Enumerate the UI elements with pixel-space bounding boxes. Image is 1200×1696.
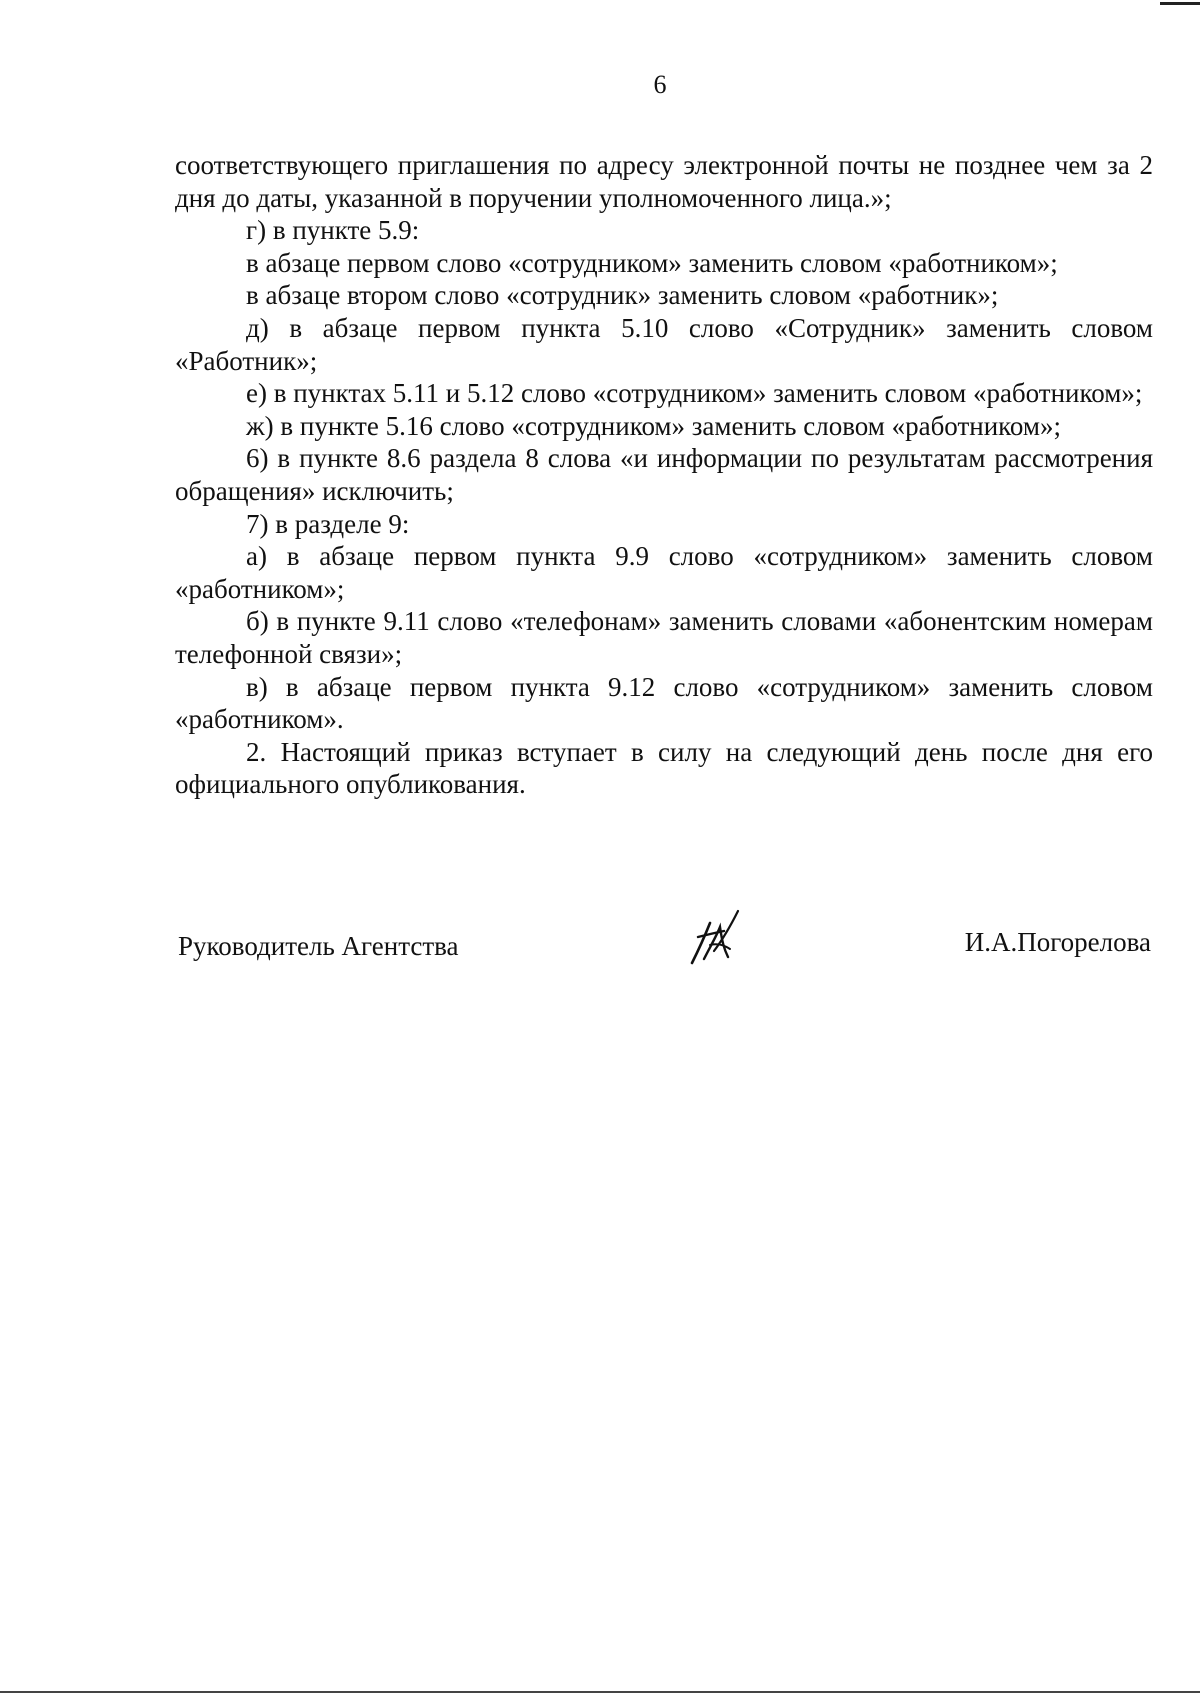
paragraph-continuation: соответствующего приглашения по адресу электронной почты не позднее чем за 2 дня до даты, указанной в поручении уполномоченного лица.»;	[175, 150, 1153, 213]
signature-block	[178, 925, 1151, 1005]
paragraph: 6) в пункте 8.6 раздела 8 слова «и информации по результатам рассмотрения обращения» исключить;	[175, 443, 1153, 506]
paragraph: д) в абзаце первом пункта 5.10 слово «Сотрудник» заменить словом «Работник»;	[175, 312, 1153, 376]
paragraph: ж) в пункте 5.16 слово «сотрудником» заменить словом «работником»;	[246, 410, 1061, 441]
scan-edge-top	[1160, 2, 1200, 5]
paragraph: г) в пункте 5.9:	[246, 215, 420, 246]
paragraph: в абзаце втором слово «сотрудник» заменить словом «работник»;	[246, 280, 999, 311]
signatory-position: Руководитель Агентства	[178, 931, 459, 961]
paragraph: в) в абзаце первом пункта 9.12 слово «сотрудником» заменить словом «работником».	[175, 671, 1153, 735]
document-body	[175, 149, 1153, 801]
paragraph-effective-date: 2. Настоящий приказ вступает в силу на следующий день после дня его официального опубликования.	[175, 736, 1153, 800]
page-number: 6	[653, 70, 667, 99]
paragraph: б) в пункте 9.11 слово «телефонам» заменить словами «абонентским номерам телефонной связи»;	[175, 606, 1153, 669]
paragraph: а) в абзаце первом пункта 9.9 слово «сотрудником» заменить словом «работником»;	[175, 541, 1153, 604]
signatory-name: И.А.Погорелова	[964, 927, 1151, 957]
paragraph: в абзаце первом слово «сотрудником» заменить словом «работником»;	[246, 247, 1058, 278]
scan-edge-bottom	[0, 1691, 1200, 1693]
paragraph: е) в пунктах 5.11 и 5.12 слово «сотрудником» заменить словом «работником»;	[246, 378, 1143, 409]
handwritten-signature-icon	[684, 907, 744, 969]
paragraph: 7) в разделе 9:	[246, 508, 410, 539]
